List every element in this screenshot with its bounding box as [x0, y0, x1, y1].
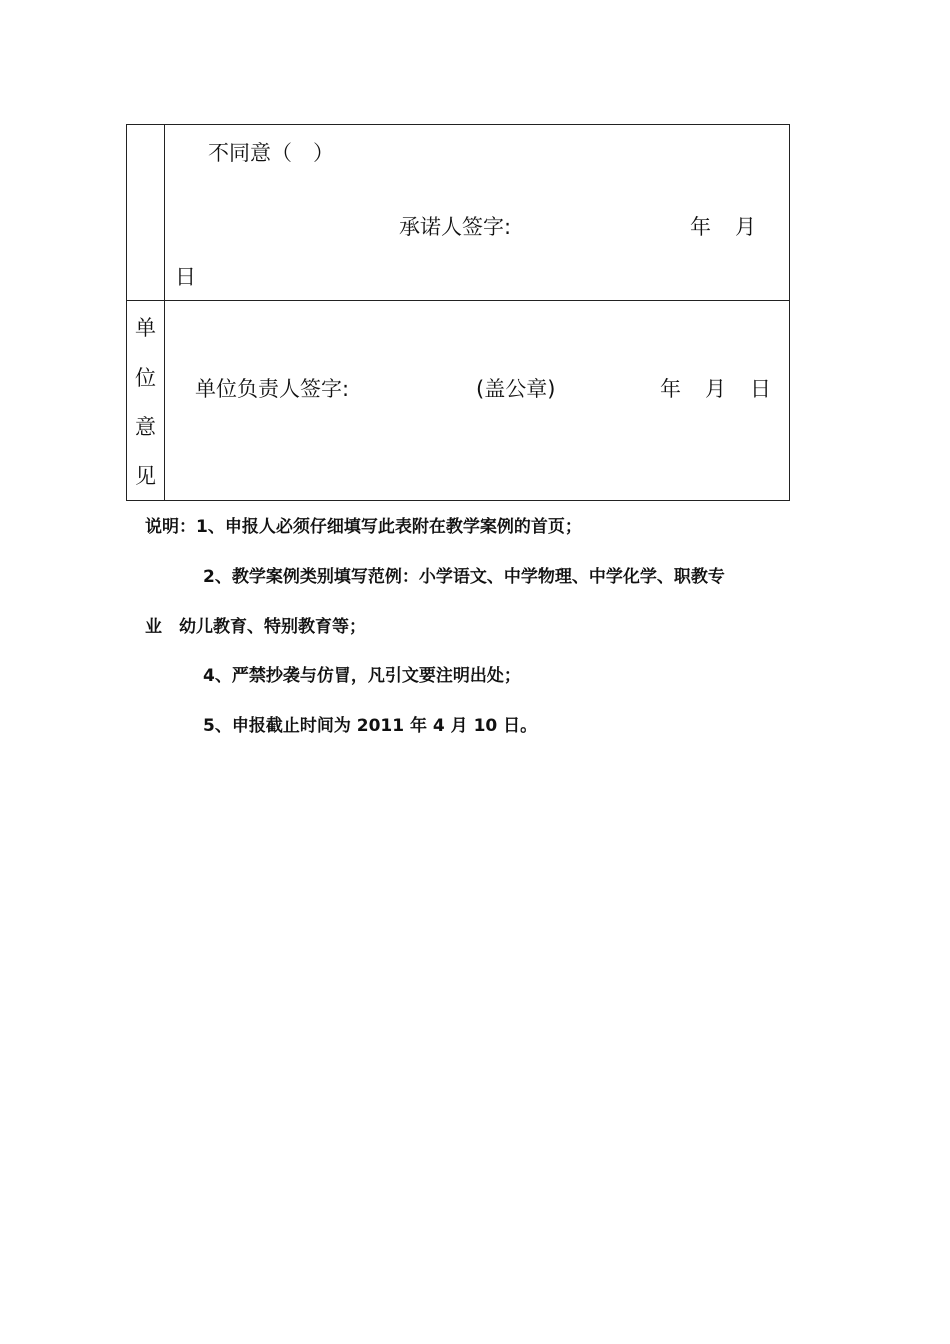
unit-month-label: 月	[705, 377, 726, 401]
commitment-form-table	[126, 124, 790, 501]
promiser-year-label: 年	[690, 215, 711, 239]
disagree-option: 不同意（ ）	[208, 141, 334, 165]
unit-opinion-char-3: 意	[135, 415, 156, 439]
note-line-4: 5、申报截止时间为 2011 年 4 月 10 日。	[203, 716, 538, 736]
table-column-divider	[164, 125, 165, 500]
unit-year-label: 年	[660, 377, 681, 401]
unit-opinion-char-4: 见	[135, 464, 156, 488]
promiser-signature-label: 承诺人签字:	[399, 215, 512, 239]
unit-opinion-char-1: 单	[135, 316, 156, 340]
note-line-1: 说明：1、申报人必须仔细填写此表附在教学案例的首页；	[145, 517, 582, 537]
promiser-month-label: 月	[735, 215, 756, 239]
unit-day-label: 日	[750, 377, 771, 401]
table-row-divider	[127, 300, 789, 301]
note-line-3: 4、严禁抄袭与仿冒，凡引文要注明出处；	[203, 666, 521, 686]
leader-signature-label: 单位负责人签字:	[195, 377, 350, 401]
unit-opinion-char-2: 位	[135, 366, 156, 390]
promiser-day-label: 日	[175, 265, 196, 289]
official-seal-label: (盖公章)	[476, 377, 556, 401]
note-line-2-continued: 业 幼儿教育、特别教育等；	[145, 617, 366, 637]
note-line-2: 2、教学案例类别填写范例：小学语文、中学物理、中学化学、职教专	[203, 567, 725, 587]
